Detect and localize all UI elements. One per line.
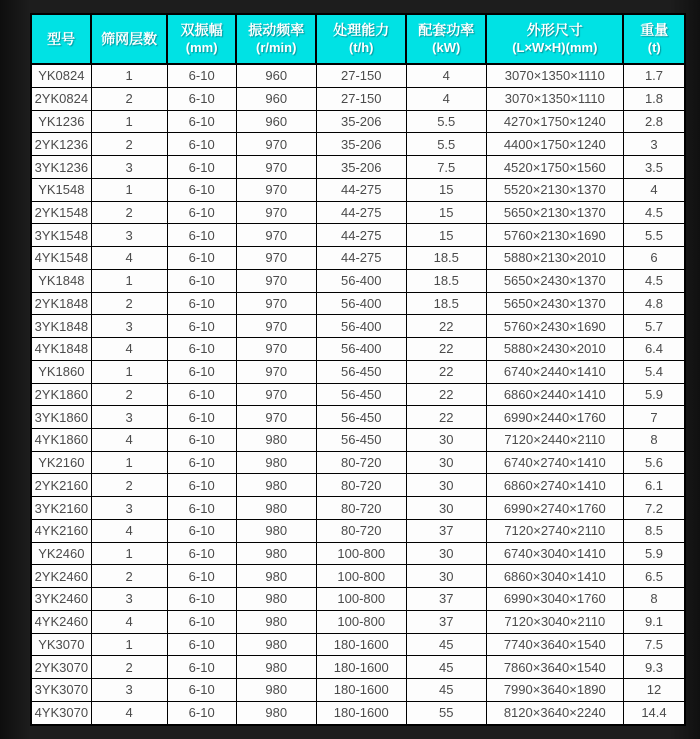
table-cell-weight: 6.1 [623,474,685,497]
table-row [31,269,685,292]
table-cell-vibration-frequency: 970 [236,156,316,179]
table-cell-overall-dimensions: 7990×3640×1890 [486,679,623,702]
table-cell-overall-dimensions: 6860×2740×1410 [486,474,623,497]
table-cell-weight: 4.5 [623,201,685,224]
table-cell-model: 3YK3070 [31,679,91,702]
table-cell-weight: 4.5 [623,269,685,292]
table-cell-processing-capacity: 56-400 [316,269,406,292]
table-cell-weight: 3.5 [623,156,685,179]
column-unit: (r/min) [255,39,297,55]
table-cell-overall-dimensions: 5520×2130×1370 [486,178,623,201]
table-cell-double-amplitude: 6-10 [167,679,236,702]
table-cell-processing-capacity: 180-1600 [316,679,406,702]
table-cell-weight: 8 [623,428,685,451]
table-cell-double-amplitude: 6-10 [167,64,236,87]
table-cell-overall-dimensions: 5880×2430×2010 [486,338,623,361]
column-title: 振动频率 [248,22,305,39]
table-row [31,383,685,406]
table-cell-matched-power: 4 [406,87,486,110]
table-cell-screen-layers: 2 [91,87,167,110]
table-row [31,338,685,361]
table-cell-weight: 5.7 [623,315,685,338]
table-cell-screen-layers: 4 [91,338,167,361]
table-cell-screen-layers: 3 [91,588,167,611]
table-row [31,428,685,451]
table-cell-vibration-frequency: 980 [236,565,316,588]
table-cell-weight: 1.7 [623,64,685,87]
column-title: 重量 [640,22,669,39]
table-cell-overall-dimensions: 6990×3040×1760 [486,588,623,611]
spec-table-container [30,13,686,726]
table-cell-double-amplitude: 6-10 [167,133,236,156]
table-cell-processing-capacity: 180-1600 [316,656,406,679]
table-row [31,406,685,429]
table-cell-matched-power: 37 [406,519,486,542]
table-cell-model: 4YK1860 [31,428,91,451]
column-title: 外形尺寸 [526,22,583,39]
table-cell-matched-power: 22 [406,360,486,383]
table-cell-processing-capacity: 80-720 [316,474,406,497]
table-row [31,701,685,725]
table-cell-screen-layers: 2 [91,292,167,315]
table-cell-double-amplitude: 6-10 [167,383,236,406]
table-cell-matched-power: 22 [406,338,486,361]
header-row [31,14,685,64]
table-row [31,474,685,497]
table-row [31,360,685,383]
table-cell-processing-capacity: 180-1600 [316,633,406,656]
table-cell-matched-power: 30 [406,497,486,520]
table-cell-double-amplitude: 6-10 [167,338,236,361]
table-cell-processing-capacity: 56-400 [316,338,406,361]
table-cell-vibration-frequency: 960 [236,64,316,87]
table-cell-weight: 6.5 [623,565,685,588]
table-cell-screen-layers: 1 [91,633,167,656]
table-cell-model: 3YK2460 [31,588,91,611]
table-cell-matched-power: 18.5 [406,269,486,292]
table-cell-processing-capacity: 56-450 [316,383,406,406]
table-cell-vibration-frequency: 970 [236,133,316,156]
table-row [31,679,685,702]
table-cell-screen-layers: 3 [91,315,167,338]
table-cell-model: 2YK1548 [31,201,91,224]
table-cell-double-amplitude: 6-10 [167,315,236,338]
table-cell-weight: 5.9 [623,542,685,565]
table-cell-matched-power: 22 [406,406,486,429]
table-cell-processing-capacity: 100-800 [316,565,406,588]
table-cell-screen-layers: 1 [91,269,167,292]
table-cell-overall-dimensions: 8120×3640×2240 [486,701,623,725]
table-cell-processing-capacity: 100-800 [316,610,406,633]
table-cell-double-amplitude: 6-10 [167,656,236,679]
table-cell-model: 2YK0824 [31,87,91,110]
table-cell-weight: 6 [623,247,685,270]
table-cell-processing-capacity: 35-206 [316,133,406,156]
table-cell-model: 2YK3070 [31,656,91,679]
table-cell-weight: 4.8 [623,292,685,315]
table-cell-overall-dimensions: 6740×2740×1410 [486,451,623,474]
table-row [31,110,685,133]
table-cell-model: 2YK2460 [31,565,91,588]
table-cell-overall-dimensions: 6990×2440×1760 [486,406,623,429]
table-row [31,178,685,201]
table-cell-overall-dimensions: 4270×1750×1240 [486,110,623,133]
table-cell-overall-dimensions: 7120×2740×2110 [486,519,623,542]
table-cell-model: 4YK3070 [31,701,91,725]
table-cell-processing-capacity: 56-450 [316,360,406,383]
table-cell-screen-layers: 1 [91,451,167,474]
column-title: 双振幅 [180,22,223,39]
table-cell-screen-layers: 1 [91,178,167,201]
table-cell-vibration-frequency: 970 [236,292,316,315]
table-cell-matched-power: 30 [406,474,486,497]
table-cell-matched-power: 5.5 [406,133,486,156]
table-cell-screen-layers: 4 [91,519,167,542]
table-cell-overall-dimensions: 5650×2430×1370 [486,269,623,292]
table-cell-model: 4YK2160 [31,519,91,542]
table-cell-double-amplitude: 6-10 [167,542,236,565]
column-title: 配套功率 [418,22,475,39]
table-cell-model: 2YK1236 [31,133,91,156]
column-unit: (t/h) [348,39,374,55]
table-row [31,633,685,656]
table-cell-processing-capacity: 56-450 [316,428,406,451]
table-cell-matched-power: 22 [406,315,486,338]
table-cell-weight: 3 [623,133,685,156]
table-cell-overall-dimensions: 4520×1750×1560 [486,156,623,179]
column-header-screen-layers [91,14,167,64]
table-cell-matched-power: 22 [406,383,486,406]
table-cell-vibration-frequency: 970 [236,383,316,406]
table-cell-model: 2YK2160 [31,474,91,497]
table-cell-processing-capacity: 44-275 [316,247,406,270]
table-cell-overall-dimensions: 5650×2130×1370 [486,201,623,224]
table-row [31,565,685,588]
table-cell-model: 2YK1848 [31,292,91,315]
table-cell-weight: 4 [623,178,685,201]
table-cell-screen-layers: 1 [91,360,167,383]
table-cell-weight: 9.1 [623,610,685,633]
table-cell-vibration-frequency: 980 [236,679,316,702]
table-cell-double-amplitude: 6-10 [167,247,236,270]
table-cell-overall-dimensions: 6860×2440×1410 [486,383,623,406]
column-title: 筛网层数 [101,30,158,47]
table-row [31,315,685,338]
table-cell-weight: 7.5 [623,633,685,656]
table-cell-model: YK1848 [31,269,91,292]
column-unit: (t) [647,39,661,55]
table-cell-screen-layers: 3 [91,679,167,702]
table-cell-double-amplitude: 6-10 [167,269,236,292]
table-cell-matched-power: 37 [406,610,486,633]
table-cell-vibration-frequency: 970 [236,224,316,247]
table-cell-overall-dimensions: 5760×2130×1690 [486,224,623,247]
table-cell-model: 3YK1860 [31,406,91,429]
table-cell-matched-power: 30 [406,451,486,474]
table-cell-model: 3YK1848 [31,315,91,338]
table-cell-matched-power: 55 [406,701,486,725]
table-cell-double-amplitude: 6-10 [167,474,236,497]
table-cell-processing-capacity: 35-206 [316,110,406,133]
table-cell-overall-dimensions: 6860×3040×1410 [486,565,623,588]
table-cell-processing-capacity: 180-1600 [316,701,406,725]
table-cell-screen-layers: 3 [91,156,167,179]
table-cell-matched-power: 45 [406,679,486,702]
table-cell-vibration-frequency: 980 [236,542,316,565]
table-cell-double-amplitude: 6-10 [167,588,236,611]
table-cell-processing-capacity: 44-275 [316,201,406,224]
table-cell-double-amplitude: 6-10 [167,565,236,588]
table-cell-double-amplitude: 6-10 [167,201,236,224]
table-cell-model: 4YK1548 [31,247,91,270]
table-cell-matched-power: 30 [406,542,486,565]
table-cell-vibration-frequency: 980 [236,610,316,633]
table-cell-double-amplitude: 6-10 [167,633,236,656]
table-cell-processing-capacity: 27-150 [316,87,406,110]
table-cell-screen-layers: 4 [91,428,167,451]
table-row [31,224,685,247]
table-cell-model: YK2160 [31,451,91,474]
table-cell-matched-power: 45 [406,633,486,656]
table-cell-double-amplitude: 6-10 [167,178,236,201]
table-cell-overall-dimensions: 7860×3640×1540 [486,656,623,679]
table-cell-overall-dimensions: 3070×1350×1110 [486,64,623,87]
table-cell-double-amplitude: 6-10 [167,497,236,520]
table-cell-screen-layers: 3 [91,406,167,429]
table-cell-processing-capacity: 56-400 [316,292,406,315]
table-cell-screen-layers: 4 [91,247,167,270]
table-cell-double-amplitude: 6-10 [167,156,236,179]
table-cell-matched-power: 30 [406,428,486,451]
table-cell-overall-dimensions: 6990×2740×1760 [486,497,623,520]
table-cell-weight: 5.9 [623,383,685,406]
table-row [31,588,685,611]
table-cell-processing-capacity: 80-720 [316,451,406,474]
table-cell-vibration-frequency: 970 [236,338,316,361]
table-cell-screen-layers: 3 [91,224,167,247]
table-cell-overall-dimensions: 7740×3640×1540 [486,633,623,656]
table-cell-weight: 5.6 [623,451,685,474]
table-cell-weight: 6.4 [623,338,685,361]
table-row [31,64,685,87]
table-cell-vibration-frequency: 970 [236,247,316,270]
column-unit: (mm) [185,39,218,55]
column-unit: (L×W×H)(mm) [512,39,598,55]
table-cell-vibration-frequency: 980 [236,588,316,611]
table-cell-double-amplitude: 6-10 [167,110,236,133]
table-cell-overall-dimensions: 6740×2440×1410 [486,360,623,383]
table-row [31,610,685,633]
table-cell-vibration-frequency: 960 [236,110,316,133]
table-cell-double-amplitude: 6-10 [167,224,236,247]
table-cell-model: YK1860 [31,360,91,383]
table-cell-matched-power: 15 [406,178,486,201]
spec-table [30,13,686,726]
table-cell-processing-capacity: 100-800 [316,588,406,611]
table-cell-double-amplitude: 6-10 [167,406,236,429]
table-cell-screen-layers: 1 [91,110,167,133]
table-cell-processing-capacity: 80-720 [316,497,406,520]
table-cell-double-amplitude: 6-10 [167,701,236,725]
table-cell-matched-power: 15 [406,224,486,247]
table-cell-processing-capacity: 35-206 [316,156,406,179]
table-cell-model: YK0824 [31,64,91,87]
table-cell-processing-capacity: 56-400 [316,315,406,338]
table-cell-screen-layers: 2 [91,201,167,224]
column-unit: (kW) [432,39,461,55]
table-cell-vibration-frequency: 970 [236,178,316,201]
table-cell-double-amplitude: 6-10 [167,519,236,542]
table-cell-model: 3YK1236 [31,156,91,179]
table-row [31,497,685,520]
table-cell-model: 3YK1548 [31,224,91,247]
column-header-processing-capacity [316,14,406,64]
table-cell-matched-power: 37 [406,588,486,611]
table-cell-matched-power: 30 [406,565,486,588]
table-cell-vibration-frequency: 980 [236,428,316,451]
table-cell-weight: 5.5 [623,224,685,247]
table-cell-vibration-frequency: 980 [236,497,316,520]
table-cell-vibration-frequency: 970 [236,360,316,383]
table-cell-screen-layers: 2 [91,474,167,497]
table-cell-weight: 1.8 [623,87,685,110]
table-row [31,133,685,156]
table-cell-vibration-frequency: 980 [236,633,316,656]
table-cell-overall-dimensions: 5650×2430×1370 [486,292,623,315]
table-cell-screen-layers: 2 [91,383,167,406]
table-cell-screen-layers: 3 [91,497,167,520]
table-cell-processing-capacity: 44-275 [316,224,406,247]
table-cell-model: 2YK1860 [31,383,91,406]
column-title: 型号 [47,30,76,47]
table-cell-matched-power: 4 [406,64,486,87]
table-cell-screen-layers: 4 [91,701,167,725]
table-cell-matched-power: 18.5 [406,292,486,315]
table-cell-matched-power: 18.5 [406,247,486,270]
table-cell-vibration-frequency: 980 [236,474,316,497]
table-cell-weight: 14.4 [623,701,685,725]
column-header-vibration-frequency [236,14,316,64]
table-cell-model: YK1236 [31,110,91,133]
column-title: 处理能力 [333,22,390,39]
table-cell-overall-dimensions: 5880×2130×2010 [486,247,623,270]
table-row [31,156,685,179]
table-cell-model: YK3070 [31,633,91,656]
table-cell-matched-power: 5.5 [406,110,486,133]
table-cell-double-amplitude: 6-10 [167,610,236,633]
table-cell-weight: 7 [623,406,685,429]
table-row [31,247,685,270]
table-cell-overall-dimensions: 6740×3040×1410 [486,542,623,565]
column-header-weight [623,14,685,64]
table-cell-vibration-frequency: 970 [236,269,316,292]
table-cell-overall-dimensions: 7120×3040×2110 [486,610,623,633]
table-row [31,201,685,224]
table-cell-screen-layers: 4 [91,610,167,633]
table-cell-weight: 9.3 [623,656,685,679]
table-cell-double-amplitude: 6-10 [167,292,236,315]
table-cell-processing-capacity: 80-720 [316,519,406,542]
table-cell-vibration-frequency: 960 [236,87,316,110]
table-cell-weight: 8.5 [623,519,685,542]
table-cell-weight: 5.4 [623,360,685,383]
table-cell-screen-layers: 2 [91,133,167,156]
table-cell-processing-capacity: 100-800 [316,542,406,565]
table-cell-overall-dimensions: 5760×2430×1690 [486,315,623,338]
table-cell-processing-capacity: 27-150 [316,64,406,87]
table-cell-screen-layers: 1 [91,542,167,565]
table-cell-overall-dimensions: 7120×2440×2110 [486,428,623,451]
table-cell-weight: 12 [623,679,685,702]
table-row [31,542,685,565]
table-cell-model: YK2460 [31,542,91,565]
column-header-double-amplitude [167,14,236,64]
table-cell-screen-layers: 2 [91,565,167,588]
table-cell-vibration-frequency: 980 [236,701,316,725]
table-row [31,519,685,542]
table-cell-matched-power: 7.5 [406,156,486,179]
table-cell-processing-capacity: 56-450 [316,406,406,429]
table-row [31,451,685,474]
table-cell-double-amplitude: 6-10 [167,360,236,383]
table-cell-matched-power: 45 [406,656,486,679]
table-cell-vibration-frequency: 970 [236,406,316,429]
table-row [31,292,685,315]
table-cell-screen-layers: 1 [91,64,167,87]
table-cell-weight: 8 [623,588,685,611]
column-header-overall-dimensions [486,14,623,64]
table-cell-model: 3YK2160 [31,497,91,520]
table-cell-model: 4YK2460 [31,610,91,633]
table-cell-vibration-frequency: 980 [236,656,316,679]
table-row [31,656,685,679]
column-header-matched-power [406,14,486,64]
table-cell-vibration-frequency: 980 [236,519,316,542]
table-cell-matched-power: 15 [406,201,486,224]
table-cell-double-amplitude: 6-10 [167,87,236,110]
table-cell-vibration-frequency: 970 [236,201,316,224]
table-cell-overall-dimensions: 3070×1350×1110 [486,87,623,110]
column-header-model [31,14,91,64]
table-cell-double-amplitude: 6-10 [167,451,236,474]
table-cell-weight: 7.2 [623,497,685,520]
table-cell-weight: 2.8 [623,110,685,133]
table-cell-processing-capacity: 44-275 [316,178,406,201]
table-cell-overall-dimensions: 4400×1750×1240 [486,133,623,156]
table-cell-vibration-frequency: 980 [236,451,316,474]
table-cell-model: 4YK1848 [31,338,91,361]
table-cell-model: YK1548 [31,178,91,201]
table-cell-double-amplitude: 6-10 [167,428,236,451]
table-cell-vibration-frequency: 970 [236,315,316,338]
table-cell-screen-layers: 2 [91,656,167,679]
table-row [31,87,685,110]
